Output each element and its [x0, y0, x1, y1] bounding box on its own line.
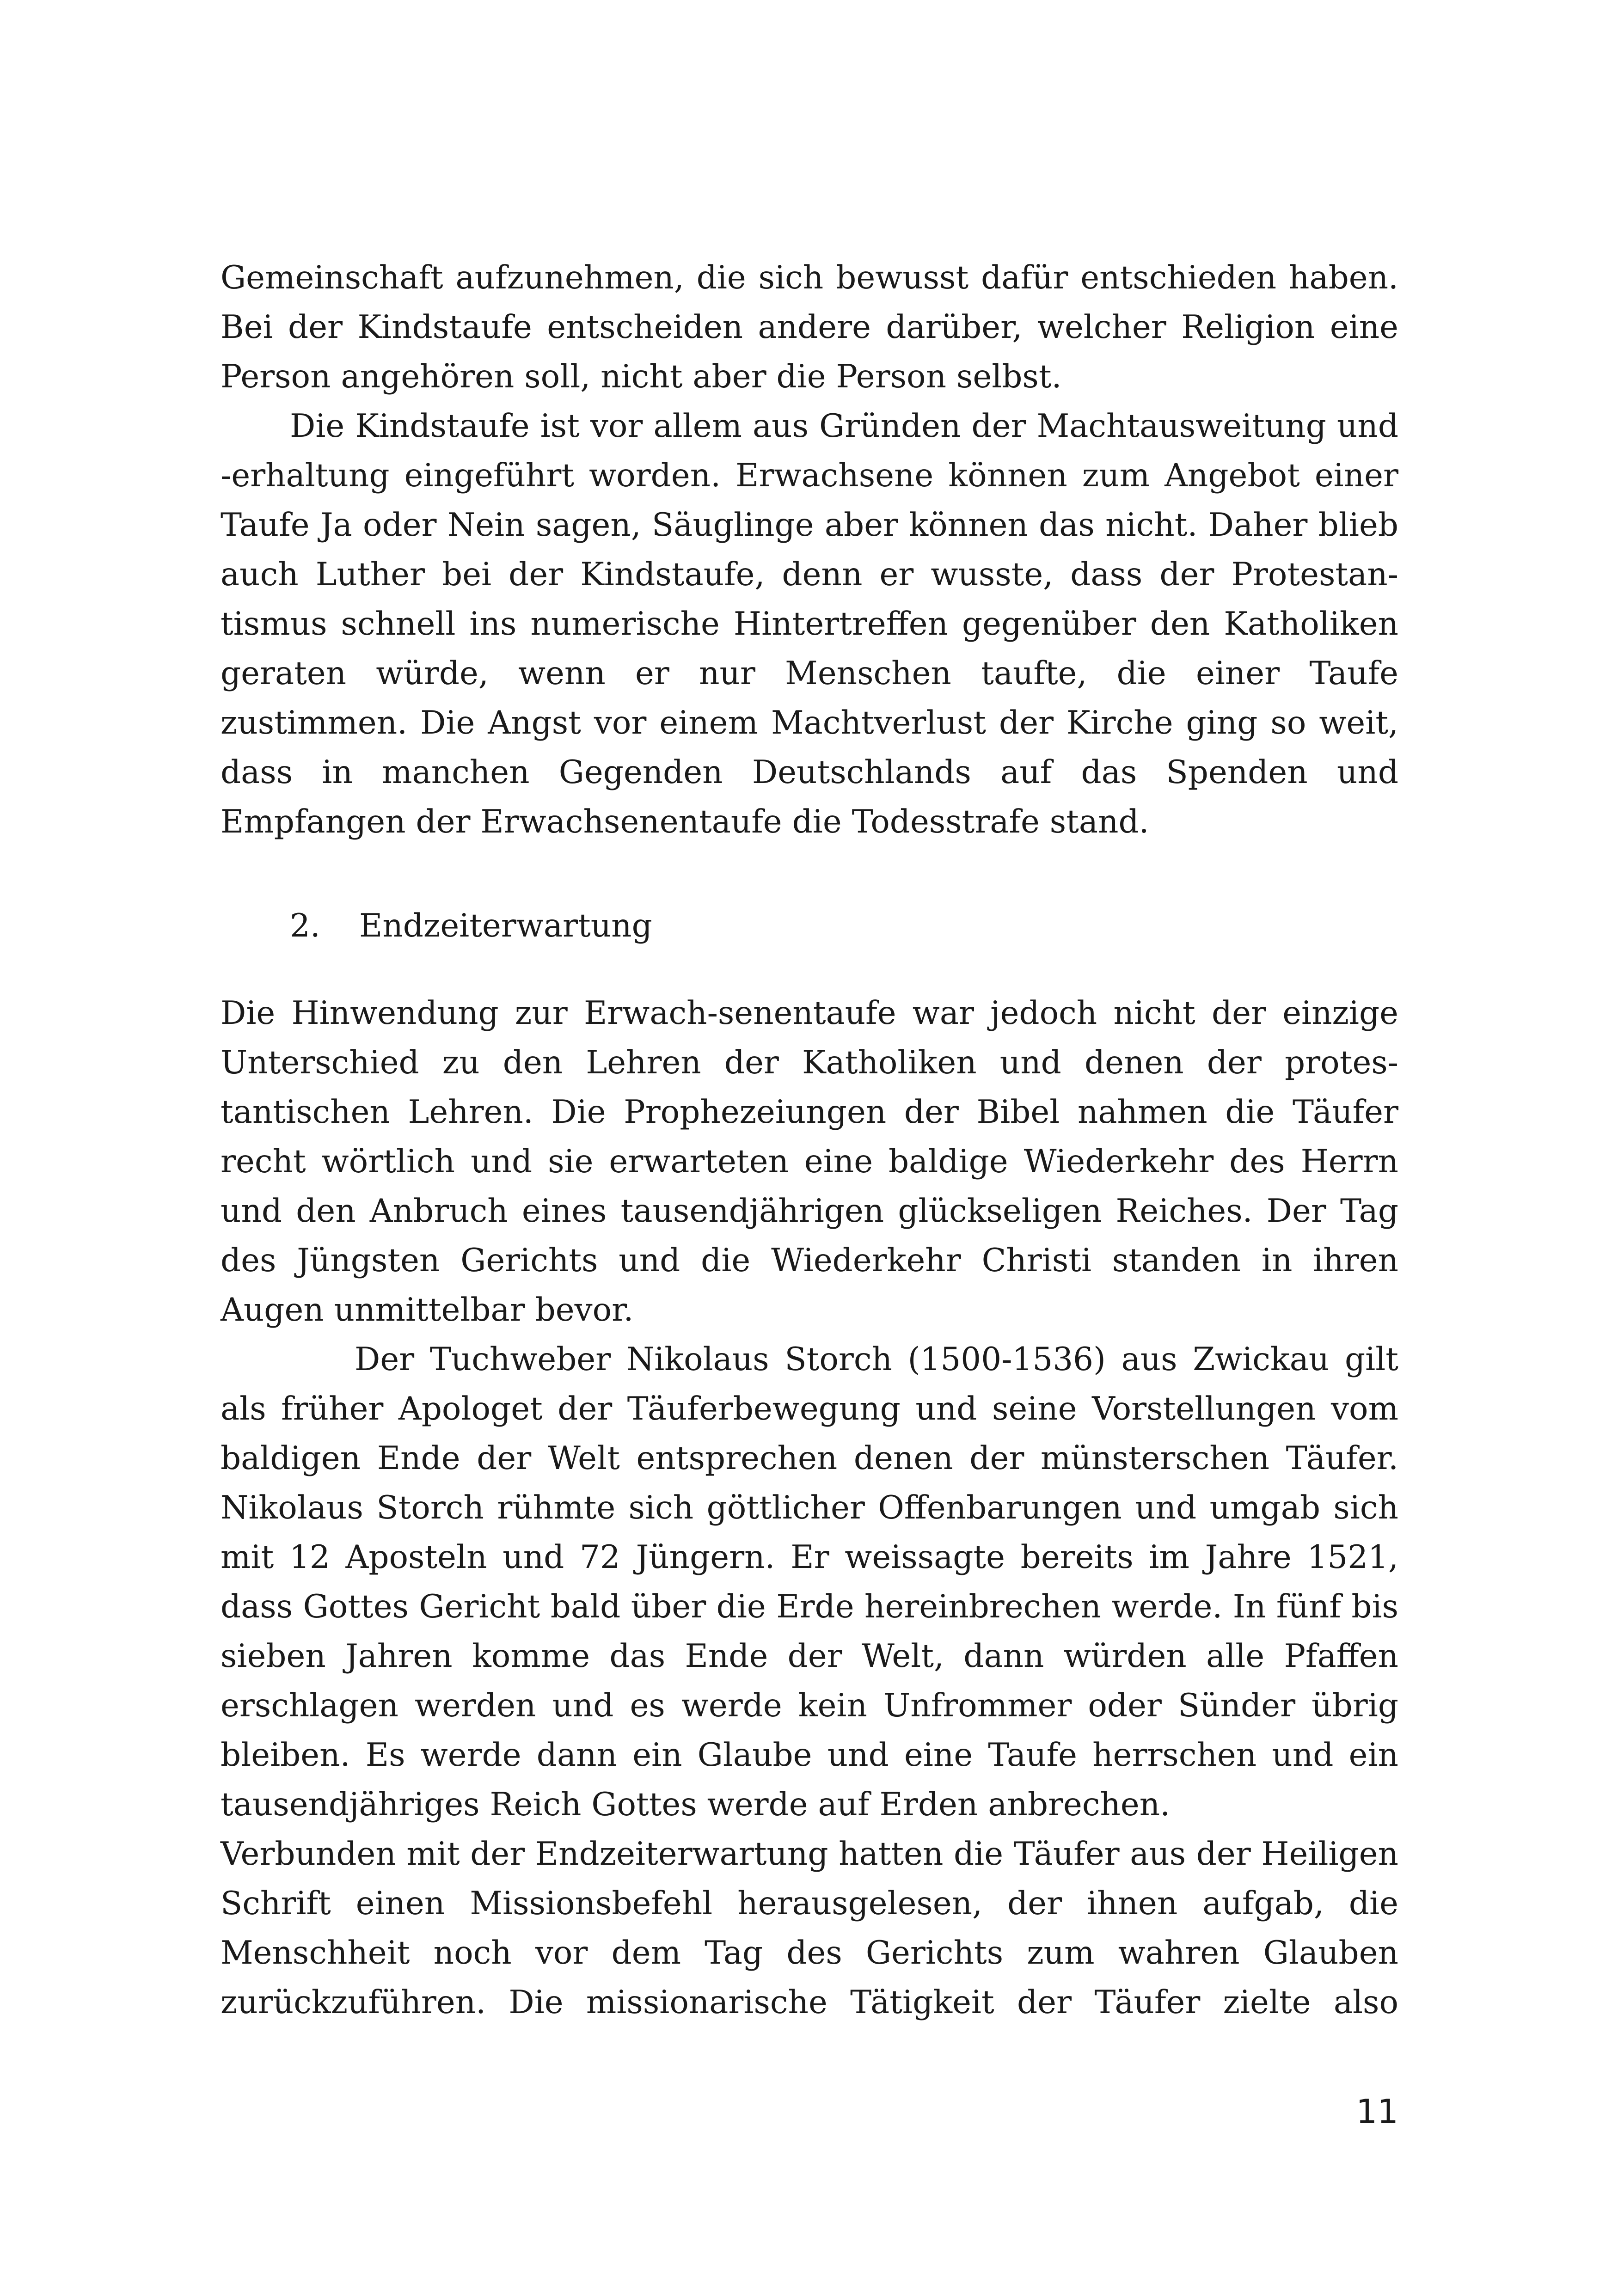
text-line: zustimmen. Die Angst vor einem Machtverlust der Kirche ging so weit,: [221, 704, 1398, 741]
text-line: dass Gottes Gericht bald über die Erde hereinbrechen werde. In fünf bis: [221, 1588, 1398, 1625]
text-line: Menschheit noch vor dem Tag des Gerichts zum wahren Glauben: [221, 1935, 1398, 1971]
text-line: bleiben. Es werde dann ein Glaube und eine Taufe herrschen und ein: [221, 1737, 1398, 1774]
text-line: tausendjähriges Reich Gottes werde auf Erden anbrechen.: [221, 1786, 1171, 1823]
text-line: Die Hinwendung zur Erwach-senentaufe war jedoch nicht der einzige: [221, 995, 1398, 1032]
section-number: 2.: [290, 907, 320, 944]
text-line: Schrift einen Missionsbefehl herausgelesen, der ihnen aufgab, die: [221, 1885, 1398, 1922]
section-title: Endzeiterwartung: [359, 907, 652, 944]
text-line: Taufe Ja oder Nein sagen, Säuglinge aber können das nicht. Daher blieb: [221, 507, 1398, 544]
text-line: Unterschied zu den Lehren der Katholiken und denen der protes-: [221, 1044, 1398, 1081]
text-line: geraten würde, wenn er nur Menschen taufte, die einer Taufe: [221, 655, 1398, 692]
text-line: erschlagen werden und es werde kein Unfrommer oder Sünder übrig: [221, 1687, 1398, 1724]
text-line: sieben Jahren komme das Ende der Welt, dann würden alle Pfaffen: [221, 1638, 1398, 1675]
text-line: Verbunden mit der Endzeiterwartung hatten die Täufer aus der Heiligen: [221, 1836, 1398, 1873]
text-line: des Jüngsten Gerichts und die Wiederkehr Christi standen in ihren: [221, 1242, 1398, 1279]
text-line: Der Tuchweber Nikolaus Storch (1500-1536) aus Zwickau gilt: [355, 1341, 1398, 1378]
text-line: Person angehören soll, nicht aber die Person selbst.: [221, 358, 1062, 395]
text-line: tantischen Lehren. Die Prophezeiungen der Bibel nahmen die Täufer: [221, 1094, 1398, 1131]
text-line: dass in manchen Gegenden Deutschlands auf das Spenden und: [221, 754, 1398, 791]
text-line: und den Anbruch eines tausendjährigen glückseligen Reiches. Der Tag: [221, 1193, 1398, 1230]
text-line: -erhaltung eingeführt worden. Erwachsene können zum Angebot einer: [221, 457, 1398, 494]
text-line: Gemeinschaft aufzunehmen, die sich bewusst dafür entschieden haben.: [221, 259, 1398, 296]
text-line: mit 12 Aposteln und 72 Jüngern. Er weissagte bereits im Jahre 1521,: [221, 1539, 1398, 1576]
text-line: Die Kindstaufe ist vor allem aus Gründen der Machtausweitung und: [290, 408, 1398, 445]
text-line: zurückzuführen. Die missionarische Tätigkeit der Täufer zielte also: [221, 1984, 1398, 2021]
text-line: Nikolaus Storch rühmte sich göttlicher Offenbarungen und umgab sich: [221, 1489, 1398, 1526]
text-line: recht wörtlich und sie erwarteten eine baldige Wiederkehr des Herrn: [221, 1143, 1398, 1180]
text-line: auch Luther bei der Kindstaufe, denn er wusste, dass der Protestan-: [221, 556, 1398, 593]
text-line: baldigen Ende der Welt entsprechen denen der münsterschen Täufer.: [221, 1440, 1398, 1477]
text-line: als früher Apologet der Täuferbewegung und seine Vorstellungen vom: [221, 1390, 1398, 1427]
page-number: 11: [1356, 2092, 1398, 2131]
body-text-before-heading: [221, 253, 1398, 847]
text-line: tismus schnell ins numerische Hintertreffen gegenüber den Katholiken: [221, 606, 1398, 643]
text-line: Augen unmittelbar bevor.: [221, 1292, 634, 1329]
text-line: Bei der Kindstaufe entscheiden andere darüber, welcher Religion eine: [221, 309, 1398, 346]
section-heading: [290, 901, 652, 951]
body-text-after-heading: [221, 989, 1398, 2027]
text-line: Empfangen der Erwachsenentaufe die Todesstrafe stand.: [221, 803, 1149, 840]
